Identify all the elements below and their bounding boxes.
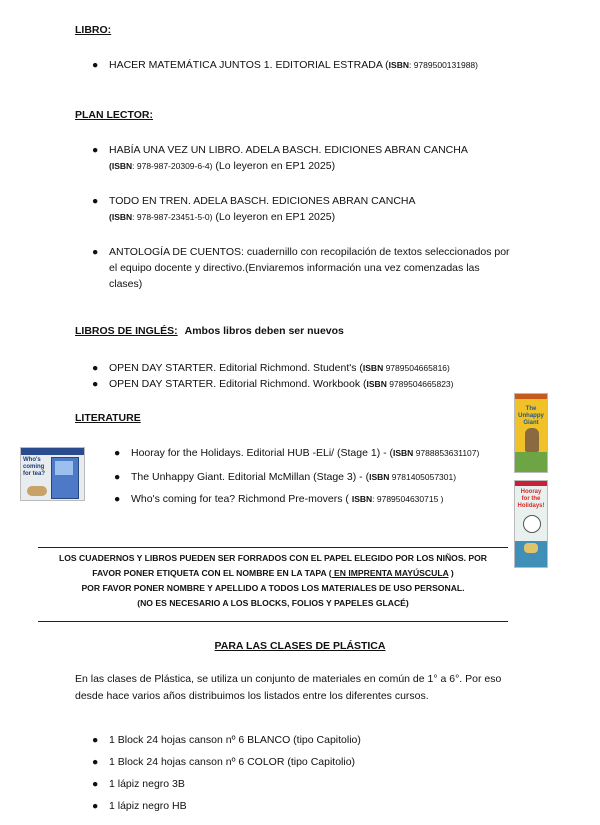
list-item: ● HACER MATEMÁTICA JUNTOS 1. EDITORIAL ESTRADA (ISBN: 9789500131988) — [92, 59, 478, 71]
notice-line: LOS CUADERNOS Y LIBROS PUEDEN SER FORRADOS CON EL PAPEL ELEGIDO POR LOS NIÑOS. POR — [59, 553, 487, 563]
section-heading-ingles: LIBROS DE INGLÉS: Ambos libros deben ser nuevos — [75, 325, 344, 337]
section-heading-plastica: PARA LAS CLASES DE PLÁSTICA — [214, 640, 386, 652]
notice-top-border — [38, 547, 508, 548]
notice-bottom-border — [38, 621, 508, 622]
list-item: ● 1 Block 24 hojas canson nº 6 BLANCO (tipo Capitolio) — [92, 734, 361, 746]
list-item: ● OPEN DAY STARTER. Editorial Richmond. Student's (ISBN 9789504665816) — [92, 362, 450, 374]
list-item: ● Who's coming for tea? Richmond Pre-movers ( ISBN: 9789504630715 ) — [114, 493, 444, 505]
section-heading-literature: LITERATURE — [75, 412, 141, 424]
list-item: ● 1 lápiz negro HB — [92, 800, 187, 812]
plastica-paragraph: En las clases de Plástica, se utiliza un conjunto de materiales en común de 1° a 6°. Por eso desde hace varios años distribuimos los listados entre los diferentes cursos. — [75, 673, 502, 702]
list-item: ● HABÍA UNA VEZ UN LIBRO. ADELA BASCH. EDICIONES ABRAN CANCHA (ISBN: 978-987-20309-6-4) (Lo leyeron en EP1 2025) — [92, 144, 468, 172]
notice-line: POR FAVOR PONER NOMBRE Y APELLIDO A TODOS LOS MATERIALES DE USO PERSONAL. — [81, 583, 465, 593]
list-item: ● Hooray for the Holidays. Editorial HUB -ELi/ (Stage 1) - (ISBN 9788853631107) — [114, 447, 480, 459]
list-item: ● ANTOLOGÍA DE CUENTOS: cuadernillo con recopilación de textos seleccionados por el equipo docente y directivo.(Enviaremos información una vez comenzadas las clases) — [92, 246, 510, 290]
book-cover-unhappy-giant: The Unhappy Giant — [514, 393, 548, 473]
section-heading-libro: LIBRO: — [75, 24, 112, 36]
notice-line: FAVOR PONER ETIQUETA CON EL NOMBRE EN LA TAPA ( EN IMPRENTA MAYÚSCULA ) — [92, 568, 454, 578]
section-heading-plan-lector: PLAN LECTOR: — [75, 109, 153, 121]
list-item: ● OPEN DAY STARTER. Editorial Richmond. Workbook (ISBN 9789504665823) — [92, 378, 454, 390]
book-cover-whos-coming-for-tea: Who's coming for tea? — [20, 447, 85, 501]
list-item: ● 1 lápiz negro 3B — [92, 778, 185, 790]
list-item: ● 1 Block 24 hojas canson nº 6 COLOR (tipo Capitolio) — [92, 756, 356, 768]
notice-line: (NO ES NECESARIO A LOS BLOCKS, FOLIOS Y PAPELES GLACÉ) — [137, 598, 409, 608]
book-cover-hooray-for-the-holidays: Hooray for the Holidays! — [514, 480, 548, 568]
notice-box — [38, 551, 508, 611]
list-item: ● The Unhappy Giant. Editorial McMillan (Stage 3) - (ISBN 9781405057301) — [114, 471, 457, 483]
bullet: ● — [92, 59, 99, 71]
list-item: ● TODO EN TREN. ADELA BASCH. EDICIONES ABRAN CANCHA (ISBN: 978-987-23451-5-0) (Lo leyeron en EP1 2025) — [92, 195, 416, 223]
